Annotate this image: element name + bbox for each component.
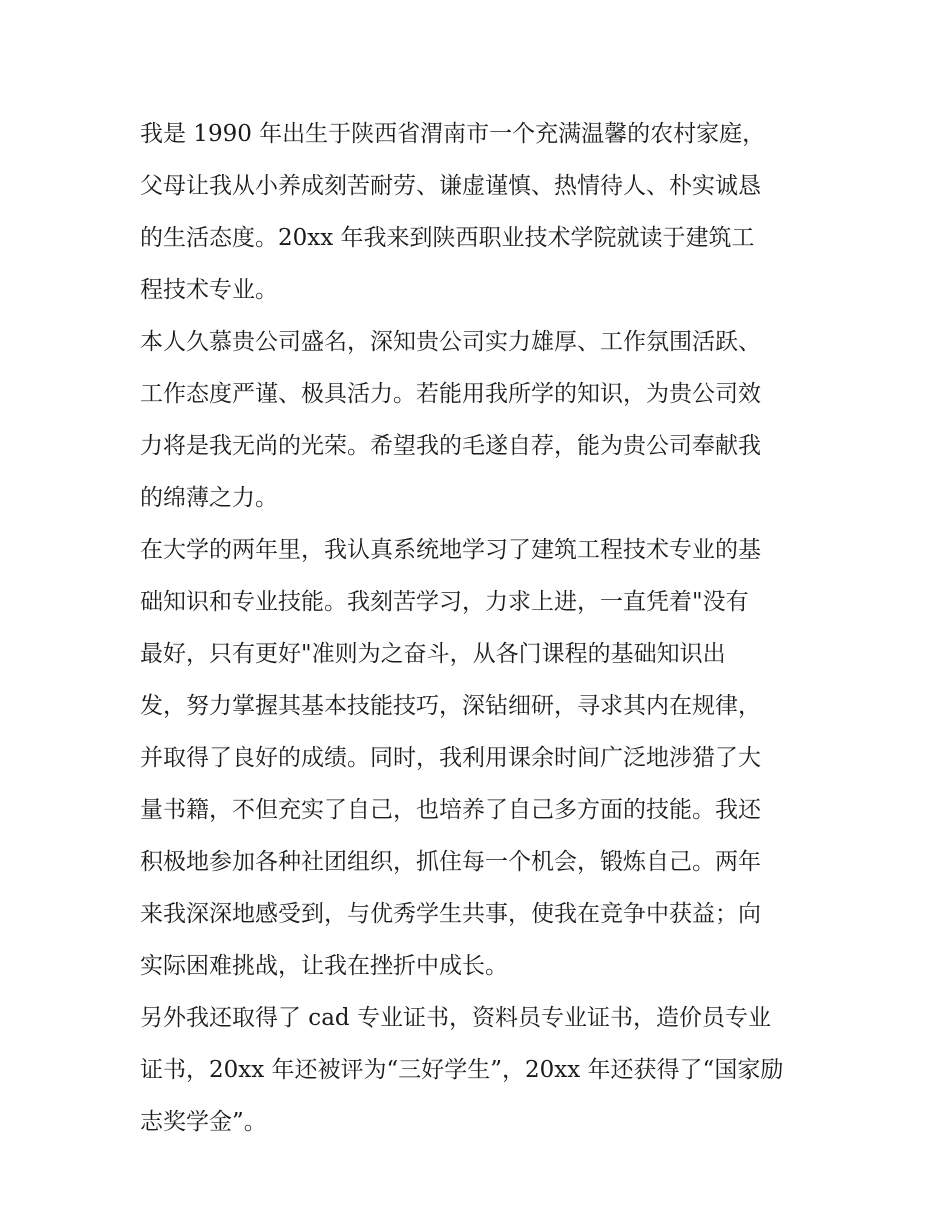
text-line: 最好，只有更好"准则为之奋斗，从各门课程的基础知识出 xyxy=(140,641,726,667)
text-line: 父母让我从小养成刻苦耐劳、谦虚谨慎、热情待人、朴实诚恳 xyxy=(140,173,761,199)
text-line: 础知识和专业技能。我刻苦学习，力求上进，一直凭着"没有 xyxy=(140,589,749,615)
text-line: 发，努力掌握其基本技能技巧，深钻细研，寻求其内在规律， xyxy=(140,693,761,719)
text-line: 并取得了良好的成绩。同时，我利用课余时间广泛地涉猎了大 xyxy=(140,745,761,771)
paragraph-university-study xyxy=(140,524,814,992)
text-line: 的绵薄之力。 xyxy=(140,485,278,511)
paragraph-certificates-awards xyxy=(140,992,814,1148)
text-line: 力将是我无尚的光荣。希望我的毛遂自荐，能为贵公司奉献我 xyxy=(140,433,761,459)
text-line: 的生活态度。20xx 年我来到陕西职业技术学院就读于建筑工 xyxy=(140,225,755,251)
text-line: 证书，20xx 年还被评为“三好学生”，20xx 年还获得了“国家励 xyxy=(140,1057,784,1083)
text-line: 志奖学金”。 xyxy=(140,1109,267,1135)
document-body xyxy=(140,108,814,1148)
text-line: 来我深深地感受到，与优秀学生共事，使我在竞争中获益；向 xyxy=(140,901,761,927)
text-line: 积极地参加各种社团组织，抓住每一个机会，锻炼自己。两年 xyxy=(140,849,761,875)
text-line: 量书籍，不但充实了自己，也培养了自己多方面的技能。我还 xyxy=(140,797,761,823)
text-line: 工作态度严谨、极具活力。若能用我所学的知识，为贵公司效 xyxy=(140,381,761,407)
text-line: 在大学的两年里，我认真系统地学习了建筑工程技术专业的基 xyxy=(140,537,761,563)
text-line: 我是 1990 年出生于陕西省渭南市一个充满温馨的农村家庭， xyxy=(140,121,766,147)
text-line: 本人久慕贵公司盛名，深知贵公司实力雄厚、工作氛围活跃、 xyxy=(140,329,761,355)
text-line: 实际困难挑战，让我在挫折中成长。 xyxy=(140,953,508,979)
text-line: 另外我还取得了 cad 专业证书，资料员专业证书，造价员专业 xyxy=(140,1005,771,1031)
paragraph-birth-background xyxy=(140,108,814,316)
paragraph-company-admiration xyxy=(140,316,814,524)
text-line: 程技术专业。 xyxy=(140,277,278,303)
